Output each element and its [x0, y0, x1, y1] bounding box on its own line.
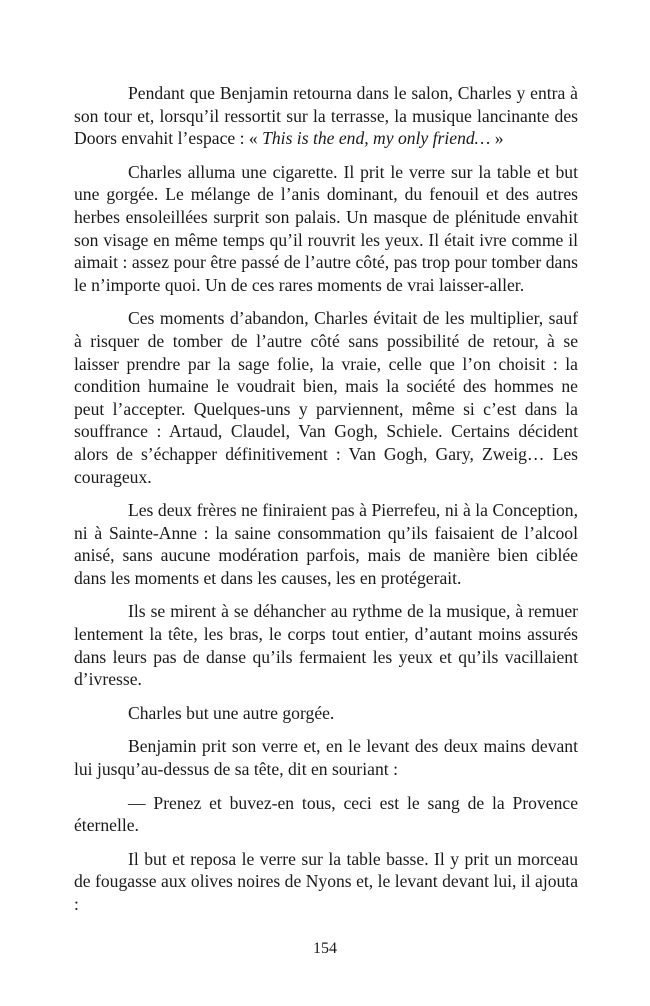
paragraph-3: Ces moments d’abandon, Charles évitait de les multiplier, sauf à risquer de tomber de l’autre côté sans possibilité de retour, à se laisser prendre par la sage folie, la vraie, celle que l’on choisit : la condition humaine le voudrait bien, mais la société des hommes ne peut l’accepter. Quelques-uns y parviennent, même si c’est dans la souffrance : Artaud, Claudel, Van Gogh, Schiele. Certains décident alors de s’échapper définitivement : Van Gogh, Gary, Zweig… Les courageux. [74, 308, 578, 487]
song-lyric-quote: This is the end, my only friend… [262, 128, 491, 149]
paragraph-1-closing: » [490, 128, 504, 149]
paragraph-8: — Prenez et buvez-en tous, ceci est le sang de la Provence éternelle. [74, 792, 578, 836]
paragraph-7: Benjamin prit son verre et, en le levant des deux mains devant lui jusqu’au-dessus de sa tête, dit en souriant : [74, 736, 578, 780]
paragraph-1-text: Pendant que Benjamin retourna dans le salon, Charles y entra à son tour et, lorsqu’il ressortit sur la terrasse, la musique lancinante des Doors envahit l’espace : « [74, 83, 578, 149]
page-number: 154 [313, 940, 337, 957]
paragraph-4: Les deux frères ne finiraient pas à Pierrefeu, ni à la Conception, ni à Sainte-Anne : la saine consommation qu’ils faisaient de l’alcool anisé, sans aucune modération parfois, mais de manière bien ciblée dans les moments et dans les causes, les en protégerait. [74, 500, 578, 588]
paragraph-5: Ils se mirent à se déhancher au rythme de la musique, à remuer lentement la tête, les bras, le corps tout entier, d’autant moins assurés dans leurs pas de danse qu’ils fermaient les yeux et qu’ils vacillaient d’ivresse. [74, 601, 578, 690]
page-body [74, 82, 578, 927]
paragraph-9: Il but et reposa le verre sur la table basse. Il y prit un morceau de fougasse aux olives noires de Nyons et, le levant devant lui, il ajouta : [74, 848, 578, 914]
paragraph-1 [74, 82, 578, 150]
paragraph-6: Charles but une autre gorgée. [128, 702, 335, 723]
paragraph-2: Charles alluma une cigarette. Il prit le verre sur la table et but une gorgée. Le mélange de l’anis dominant, du fenouil et des autres herbes ensoleillées surprit son palais. Un masque de plénitude envahit son visage en même temps qu’il rouvrit les yeux. Il était ivre comme il aimait : assez pour être passé de l’autre côté, pas trop pour tomber dans le n’importe quoi. Un de ces rares moments de vrai laisser-aller. [74, 161, 578, 295]
